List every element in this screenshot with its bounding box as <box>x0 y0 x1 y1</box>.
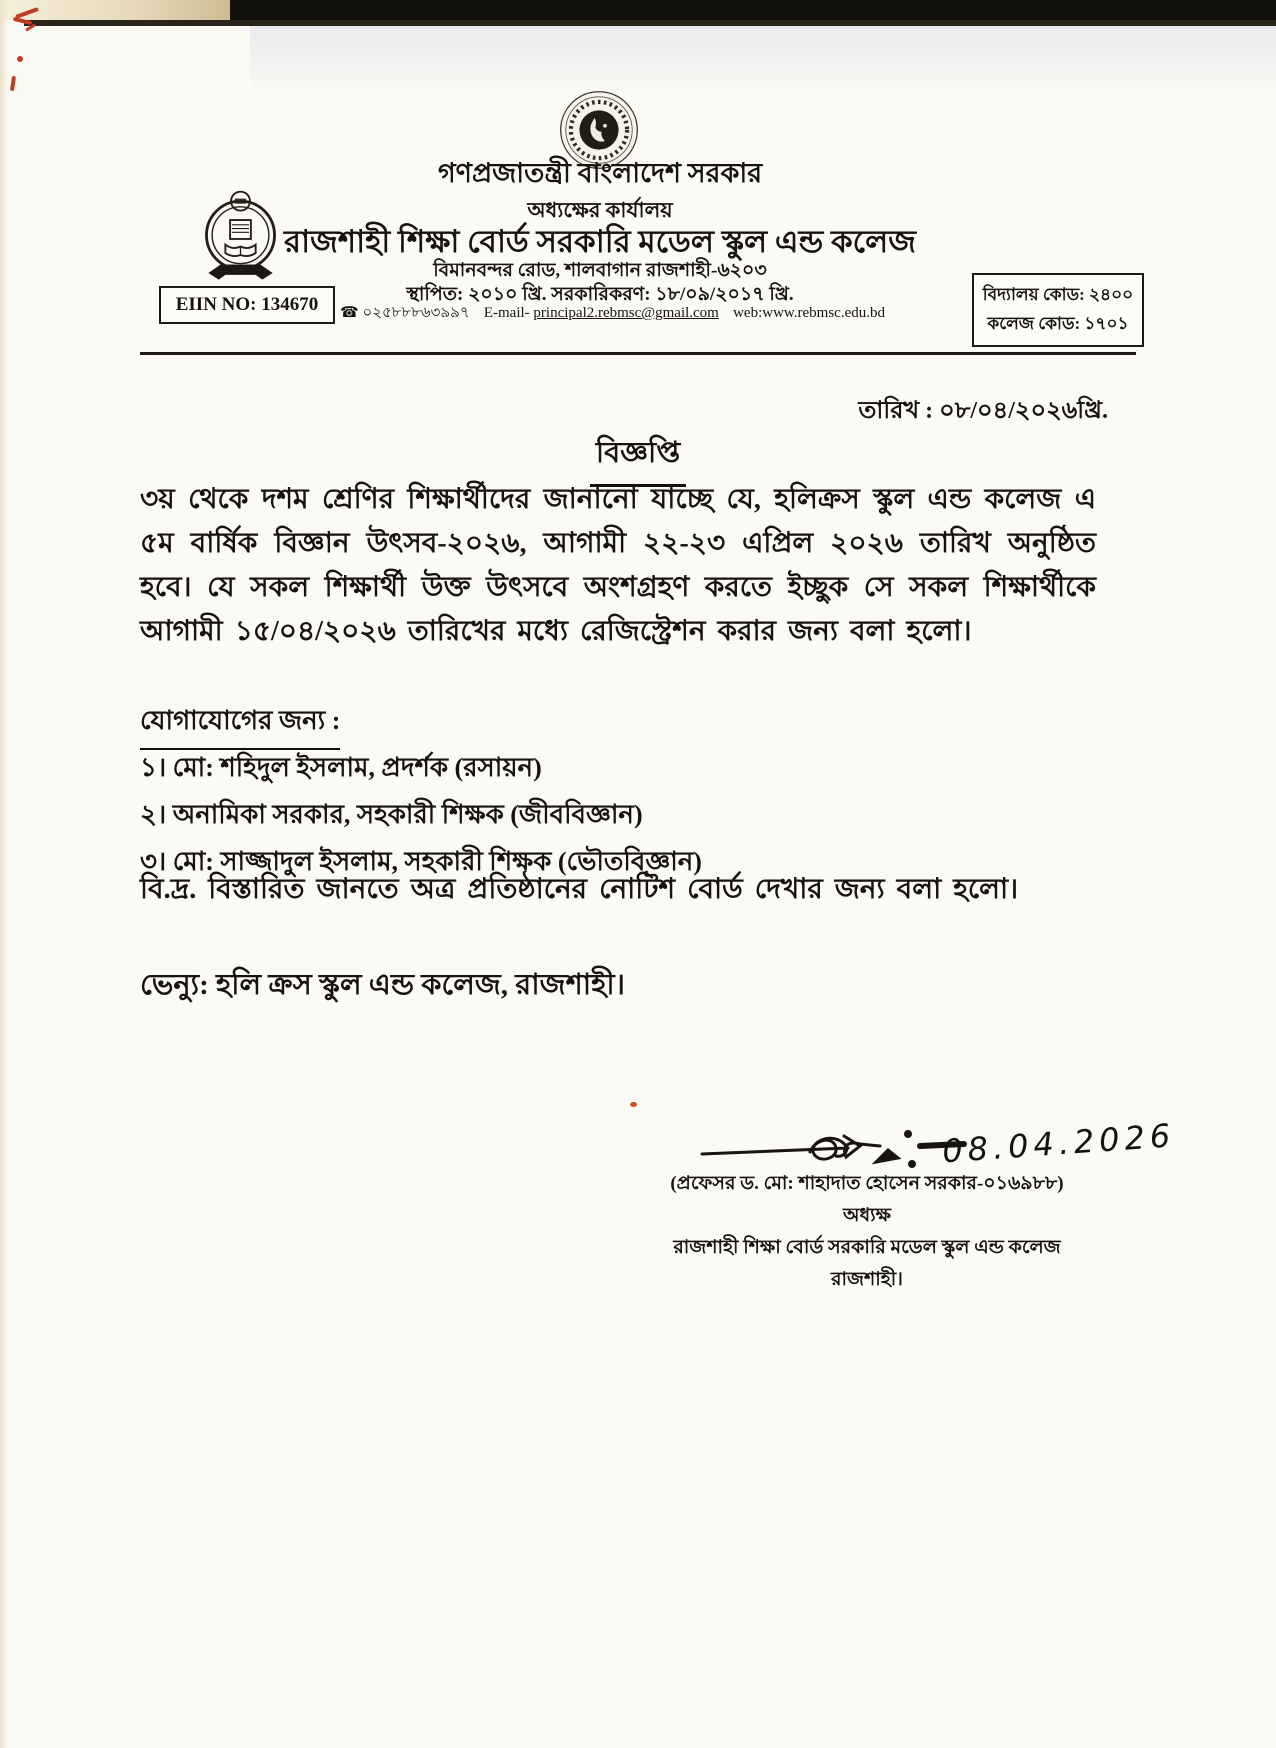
phone-group <box>340 301 470 326</box>
contact-info-line <box>340 301 885 326</box>
notice-title: বিজ্ঞপ্তি <box>590 430 686 487</box>
government-line: গণপ্রজাতন্ত্রী বাংলাদেশ সরকার <box>437 158 763 188</box>
contact-heading: যোগাযোগের জন্য : <box>140 700 340 750</box>
phone-number: ০২৫৮৮৮৬৩৯৯৭ <box>362 305 470 321</box>
red-pen-dot <box>17 56 23 62</box>
signatory-designation: অধ্যক্ষ <box>842 1205 891 1226</box>
handwritten-date: 08.04.2026 <box>941 1116 1177 1171</box>
contact-person-item: ৩। মো: সাজ্জাদুল ইসলাম, সহকারী শিক্ষক (ভৌতবিজ্ঞান) <box>140 847 702 876</box>
email-group <box>484 305 719 322</box>
notice-nb-note: বি.দ্র. বিস্তারিত জানতে অত্র প্রতিষ্ঠানের নোটিশ বোর্ড দেখার জন্য বলা হলো। <box>140 874 1019 905</box>
scan-grey-wash <box>250 26 1276 98</box>
established-line: স্থাপিত: ২০১০ খ্রি. সরকারিকরণ: ১৮/০৯/২০১৭ খ্রি. <box>406 284 794 305</box>
college-code: কলেজ কোড: ১৭০১ <box>987 314 1129 333</box>
red-pen-dash <box>10 76 16 91</box>
signature-block <box>617 1168 1117 1296</box>
header-divider-line <box>140 352 1136 355</box>
school-name: রাজশাহী শিক্ষা বোর্ড সরকারি মডেল স্কুল এন্ড কলেজ <box>284 224 916 259</box>
eiin-number-box <box>159 286 335 324</box>
institution-code-box <box>972 273 1144 347</box>
phone-icon: ☎ <box>340 305 359 321</box>
notice-body-paragraph: ৩য় থেকে দশম শ্রেণির শিক্ষার্থীদের জানানো যাচ্ছে যে, হলিক্রস স্কুল এন্ড কলেজ এ ৫ম বার্ষিক বিজ্ঞান উৎসব-২০২৬, আগামী ২২-২৩ এপ্রিল ২০২৬ তারিখ অনুষ্ঠিত হবে। যে সকল শিক্ষার্থী উক্ত উৎসবে অংশগ্রহণ করতে ইচ্ছুক সে সকল শিক্ষার্থীকে আগামী ১৫/০৪/২০২৬ তারিখের মধ্যে রেজিস্ট্রেশন করার জন্য বলা হলো। <box>140 484 1096 647</box>
school-address: বিমানবন্দর রোড, শালবাগান রাজশাহী-৬২০৩ <box>433 260 767 281</box>
venue-line: ভেন্যু: হলি ক্রস স্কুল এন্ড কলেজ, রাজশাহী। <box>140 969 626 1001</box>
contact-person-item: ২। অনামিকা সরকার, সহকারী শিক্ষক (জীববিজ্ঞান) <box>140 800 643 829</box>
school-code: বিদ্যালয় কোড: ২৪০০ <box>982 285 1134 305</box>
signatory-location: রাজশাহী। <box>831 1269 903 1290</box>
contact-heading-wrap <box>140 700 340 750</box>
signatory-name: (প্রফেসর ড. মো: শাহাদাত হোসেন সরকার-০১৬৯৮৮) <box>670 1173 1064 1194</box>
scan-speck <box>630 1102 637 1107</box>
email-label: E-mail- <box>483 305 530 321</box>
office-line: অধ্যক্ষের কার্যালয় <box>527 198 673 222</box>
notice-date: তারিখ : ০৮/০৪/২০২৬খ্রি. <box>858 398 1108 424</box>
scan-top-black-bar <box>230 0 1276 20</box>
scan-left-edge-shading <box>0 0 8 1748</box>
eiin-number: EIIN NO: 134670 <box>175 294 319 315</box>
website: web:www.rebmsc.edu.bd <box>733 305 885 321</box>
email-address: principal2.rebmsc@gmail.com <box>533 305 719 321</box>
contact-person-item: ১। মো: শহিদুল ইসলাম, প্রদর্শক (রসায়ন) <box>140 753 542 782</box>
signatory-institution: রাজশাহী শিক্ষা বোর্ড সরকারি মডেল স্কুল এন্ড কলেজ <box>673 1237 1061 1258</box>
